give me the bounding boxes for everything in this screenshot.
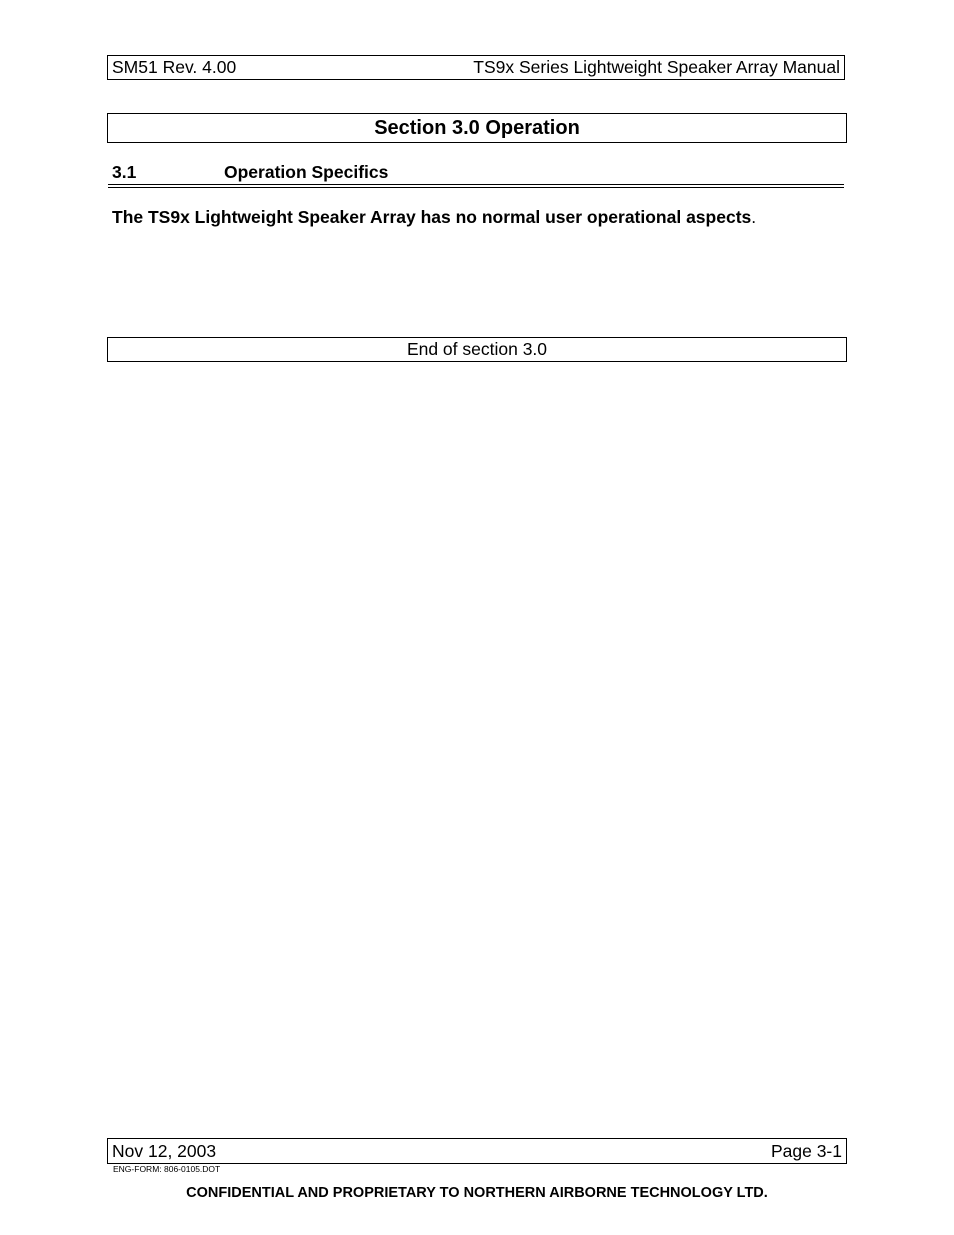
page-footer xyxy=(107,1138,847,1164)
subsection-number: 3.1 xyxy=(112,161,137,182)
section-title-text: Section 3.0 Operation xyxy=(374,116,580,139)
page-header xyxy=(107,55,845,80)
body-paragraph-period: . xyxy=(751,207,757,227)
confidential-notice: CONFIDENTIAL AND PROPRIETARY TO NORTHERN AIRBORNE TECHNOLOGY LTD. xyxy=(186,1185,768,1201)
section-title xyxy=(107,113,847,143)
header-doc-id: SM51 Rev. 4.00 xyxy=(112,57,237,77)
subsection-title: Operation Specifics xyxy=(224,161,389,182)
body-paragraph xyxy=(112,205,845,229)
subsection-heading xyxy=(112,161,845,183)
footer-date: Nov 12, 2003 xyxy=(112,1140,217,1161)
end-of-section-text: End of section 3.0 xyxy=(406,339,548,359)
end-of-section-box xyxy=(107,337,847,362)
form-code: ENG-FORM: 806-0105.DOT xyxy=(113,1164,221,1174)
heading-rule-top xyxy=(108,184,844,185)
header-manual-title: TS9x Series Lightweight Speaker Array Manual xyxy=(473,57,840,77)
footer-page-number: Page 3-1 xyxy=(770,1140,842,1161)
heading-rule-bottom xyxy=(108,187,844,188)
body-paragraph-text: The TS9x Lightweight Speaker Array has no normal user operational aspects xyxy=(112,207,752,227)
